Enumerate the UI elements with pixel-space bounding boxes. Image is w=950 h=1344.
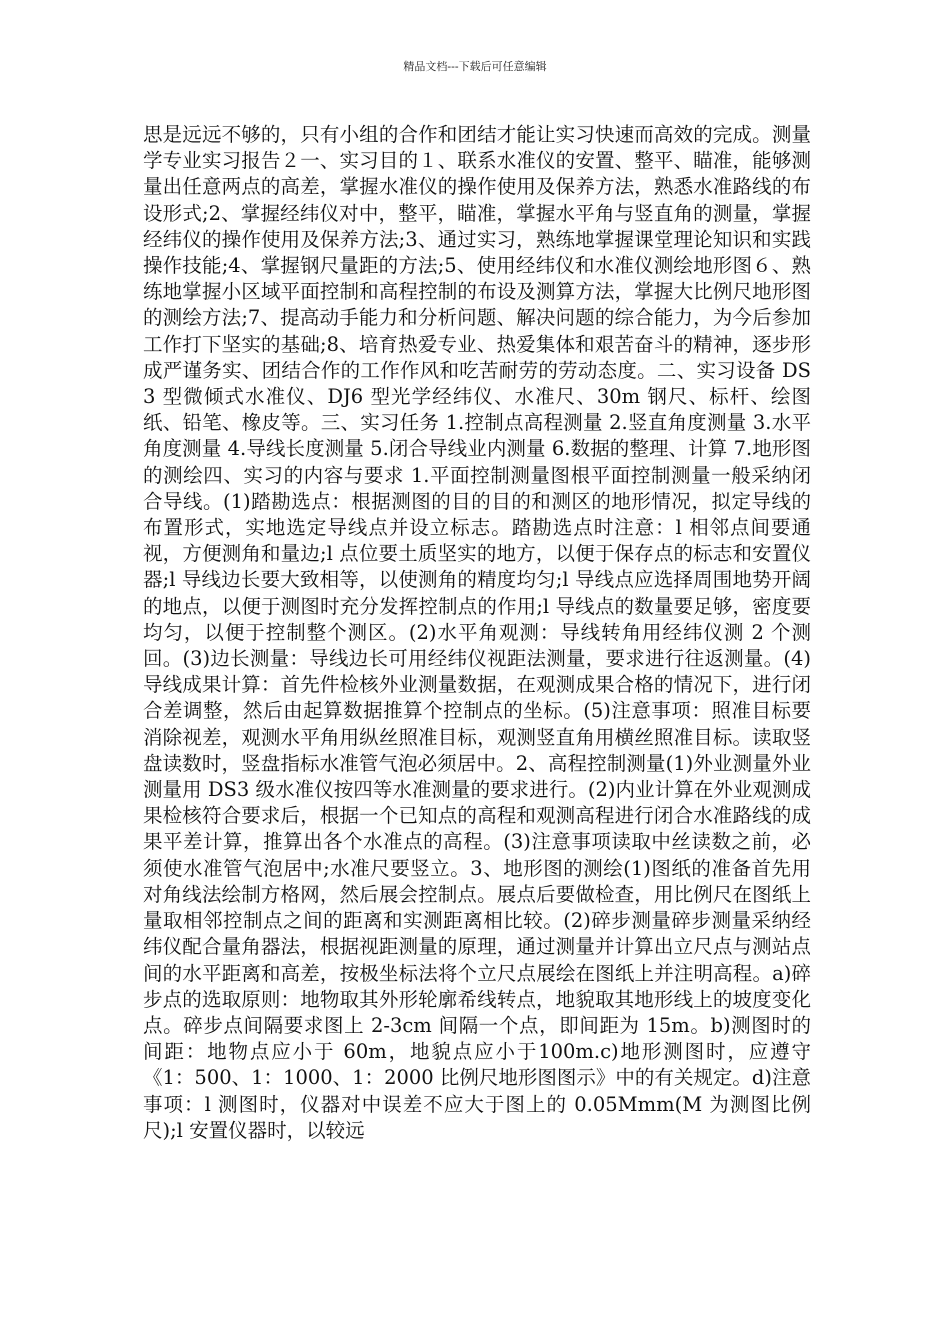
page-header: 精品文档---下载后可任意编辑 — [403, 60, 547, 73]
body-paragraph: 思是远远不够的，只有小组的合作和团结才能让实习快速而高效的完成。测量学专业实习报告２一、实习目的１、联系水准仪的安置、整平、瞄准，能够测量出任意两点的高差，掌握水准仪的操作使用及保养方法，熟悉水准路线的布设形式;2、掌握经纬仪对中，整平，瞄准，掌握水平角与竖直角的测量，掌握经纬仪的操作使用及保养方法;3、通过实习，熟练地掌握课堂理论知识和实践操作技能;4、掌握钢尺量距的方法;5、使用经纬仪和水准仪测绘地形图６、熟练地掌握小区域平面控制和高程控制的布设及测算方法，掌握大比例尺地形图的测绘方法;7、提高动手能力和分析问题、解决问题的综合能力，为今后参加工作打下坚实的基础;8、培育热爱专业、热爱集体和艰苦奋斗的精神，逐步形成严谨务实、团结合作的工作作风和吃苦耐劳的劳动态度。二、实习设备 DS3 型微倾式水准仪、DJ6 型光学经纬仪、水准尺、30m 钢尺、标杆、绘图纸、铅笔、橡皮等。三、实习任务 1.控制点高程测量 2.竖直角度测量 3.水平角度测量 4.导线长度测量 5.闭合导线业内测量 6.数据的整理、计算 7.地形图的测绘四、实习的内容与要求 1.平面控制测量图根平面控制测量一般采纳闭合导线。(1)踏勘选点：根据测图的目的目的和测区的地形情况，拟定导线的布置形式，实地选定导线点并设立标志。踏勘选点时注意：l 相邻点间要通视，方便测角和量边;l 点位要土质坚实的地方，以便于保存点的标志和安置仪器;l 导线边长要大致相等，以使测角的精度均匀;l 导线点应选择周围地势开阔的地点，以便于测图时充分发挥控制点的作用;l 导线点的数量要足够，密度要均匀，以便于控制整个测区。(2)水平角观测：导线转角用经纬仪测 2 个测回。(3)边长测量：导线边长可用经纬仪视距法测量，要求进行往返测量。(4)导线成果计算：首先件检核外业测量数据，在观测成果合格的情况下，进行闭合差调整，然后由起算数据推算个控制点的坐标。(5)注意事项：照准目标要消除视差，观测水平角用纵丝照准目标，观测竖直角用横丝照准目标。读取竖盘读数时，竖盘指标水准管气泡必须居中。2、高程控制测量(1)外业测量外业测量用 DS3 级水准仪按四等水准测量的要求进行。(2)内业计算在外业观测成果检核符合要求后，根据一个已知点的高程和观测高程进行闭合水准路线的成果平差计算，推算出各个水准点的高程。(3)注意事项读取中丝读数之前，必须使水准管气泡居中;水准尺要竖立。3、地形图的测绘(1)图纸的准备首先用对角线法绘制方格网，然后展会控制点。展点后要做检查，用比例尺在图纸上量取相邻控制点之间的距离和实测距离相比较。(2)碎步测量碎步测量采纳经纬仪配合量角器法，根据视距测量的原理，通过测量并计算出立尺点与测站点间的水平距离和高差，按极坐标法将个立尺点展绘在图纸上并注明高程。a)碎步点的选取原则：地物取其外形轮廓希线转点，地貌取其地形线上的坡度变化点。碎步点间隔要求图上 2-3cm 间隔一个点，即间距为 15m。b)测图时的间距：地物点应小于 60m，地貌点应小于100m.c)地形测图时，应遵守《1：500、1：1000、1：2000 比例尺地形图图示》中的有关规定。d)注意事项：l 测图时，仪器对中误差不应大于图上的 0.05Mmm(M 为测图比例尺);l 安置仪器时，以较远 — [143, 123, 811, 1142]
